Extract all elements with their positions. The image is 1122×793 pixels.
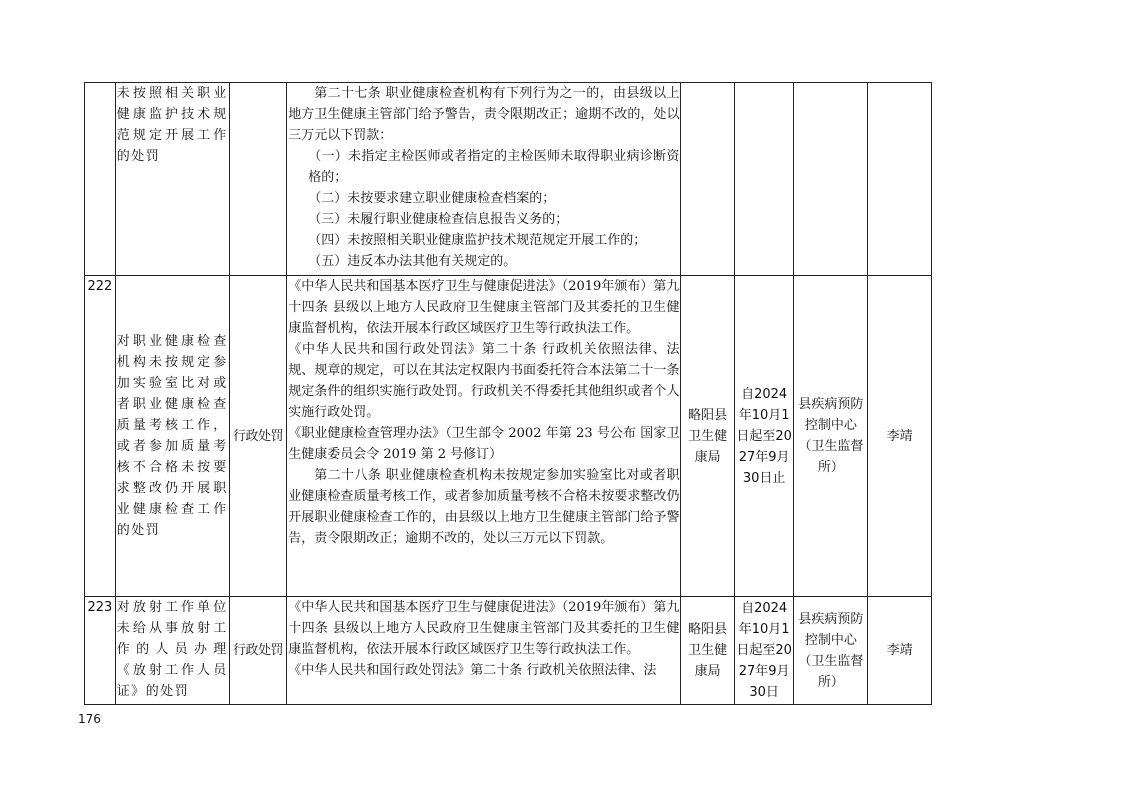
responsible-department: 略阳县卫生健康局 (681, 276, 734, 597)
responsible-person (868, 83, 932, 276)
item-name: 对职业健康检查机构未按规定参加实验室比对或者职业健康检查质量考核工作，或者参加质量考核不合格未按要求整改仍开展职业健康检查工作的处罚 (115, 276, 229, 597)
entrusted-unit: 县疾病预防控制中心（卫生监督所） (794, 276, 868, 597)
basis-paragraph: 《中华人民共和国基本医疗卫生与健康促进法》（2019年颁布）第九十四条 县级以上地方人民政府卫生健康主管部门及其委托的卫生健康监督机构，依法开展本行政区域医疗卫生等行政执法工作。 (288, 600, 680, 657)
action-type: 行政处罚 (229, 276, 286, 597)
table-row (85, 276, 932, 597)
entrusted-unit: 县疾病预防控制中心（卫生监督所） (794, 597, 868, 705)
validity-period: 自2024年10月1日起至2027年9月30日 (734, 597, 794, 705)
enforcement-table (84, 82, 932, 705)
row-number (85, 83, 116, 276)
entrusted-unit (794, 83, 868, 276)
legal-basis (287, 83, 681, 276)
basis-paragraph: 第二十八条 职业健康检查机构未按规定参加实验室比对或者职业健康检查质量考核工作，或者参加质量考核不合格未按要求整改仍开展职业健康检查工作的，由县级以上地方卫生健康主管部门给予警告，责令限期改正；逾期不改的，处以三万元以下罚款。 (288, 468, 680, 546)
legal-basis (287, 597, 681, 705)
legal-basis (287, 276, 681, 597)
basis-paragraph: （四）未按照相关职业健康监护技术规范规定开展工作的； (308, 233, 647, 248)
action-type: 行政处罚 (229, 597, 286, 705)
item-name: 未按照相关职业健康监护技术规范规定开展工作的处罚 (115, 83, 229, 276)
item-name: 对放射工作单位未给从事放射工作的人员办理《放射工作人员证》的处罚 (115, 597, 229, 705)
validity-period (734, 83, 794, 276)
basis-paragraph: （三）未履行职业健康检查信息报告义务的； (308, 212, 569, 227)
basis-paragraph: 《中华人民共和国行政处罚法》第二十条 行政机关依照法律、法规、规章的规定，可以在其法定权限内书面委托符合本法第二十一条规定条件的组织实施行政处罚。行政机关不得委托其他组织或者个人实施行政处罚。 (288, 342, 680, 420)
page-number: 176 (78, 712, 101, 726)
basis-paragraph: （一）未指定主检医师或者指定的主检医师未取得职业病诊断资格的； (308, 149, 680, 185)
responsible-department (681, 83, 734, 276)
basis-paragraph: （二）未按要求建立职业健康检查档案的； (308, 191, 556, 206)
table-row (85, 597, 932, 705)
basis-paragraph: 《职业健康检查管理办法》（卫生部令 2002 年第 23 号公布 国家卫生健康委员会令 2019 第 2 号修订） (288, 426, 680, 462)
basis-paragraph: 《中华人民共和国行政处罚法》第二十条 行政机关依照法律、法 (288, 663, 657, 678)
basis-paragraph: （五）违反本办法其他有关规定的。 (308, 254, 517, 269)
table-row (85, 83, 932, 276)
row-number: 223 (85, 597, 116, 705)
responsible-person: 李靖 (868, 597, 932, 705)
responsible-department: 略阳县卫生健康局 (681, 597, 734, 705)
row-number: 222 (85, 276, 116, 597)
basis-paragraph: 《中华人民共和国基本医疗卫生与健康促进法》（2019年颁布）第九十四条 县级以上地方人民政府卫生健康主管部门及其委托的卫生健康监督机构，依法开展本行政区域医疗卫生等行政执法工作。 (288, 279, 680, 336)
basis-paragraph: 第二十七条 职业健康检查机构有下列行为之一的，由县级以上地方卫生健康主管部门给予警告，责令限期改正；逾期不改的，处以三万元以下罚款： (288, 86, 680, 143)
validity-period: 自2024年10月1日起至2027年9月30日止 (734, 276, 794, 597)
action-type (229, 83, 286, 276)
responsible-person: 李靖 (868, 276, 932, 597)
